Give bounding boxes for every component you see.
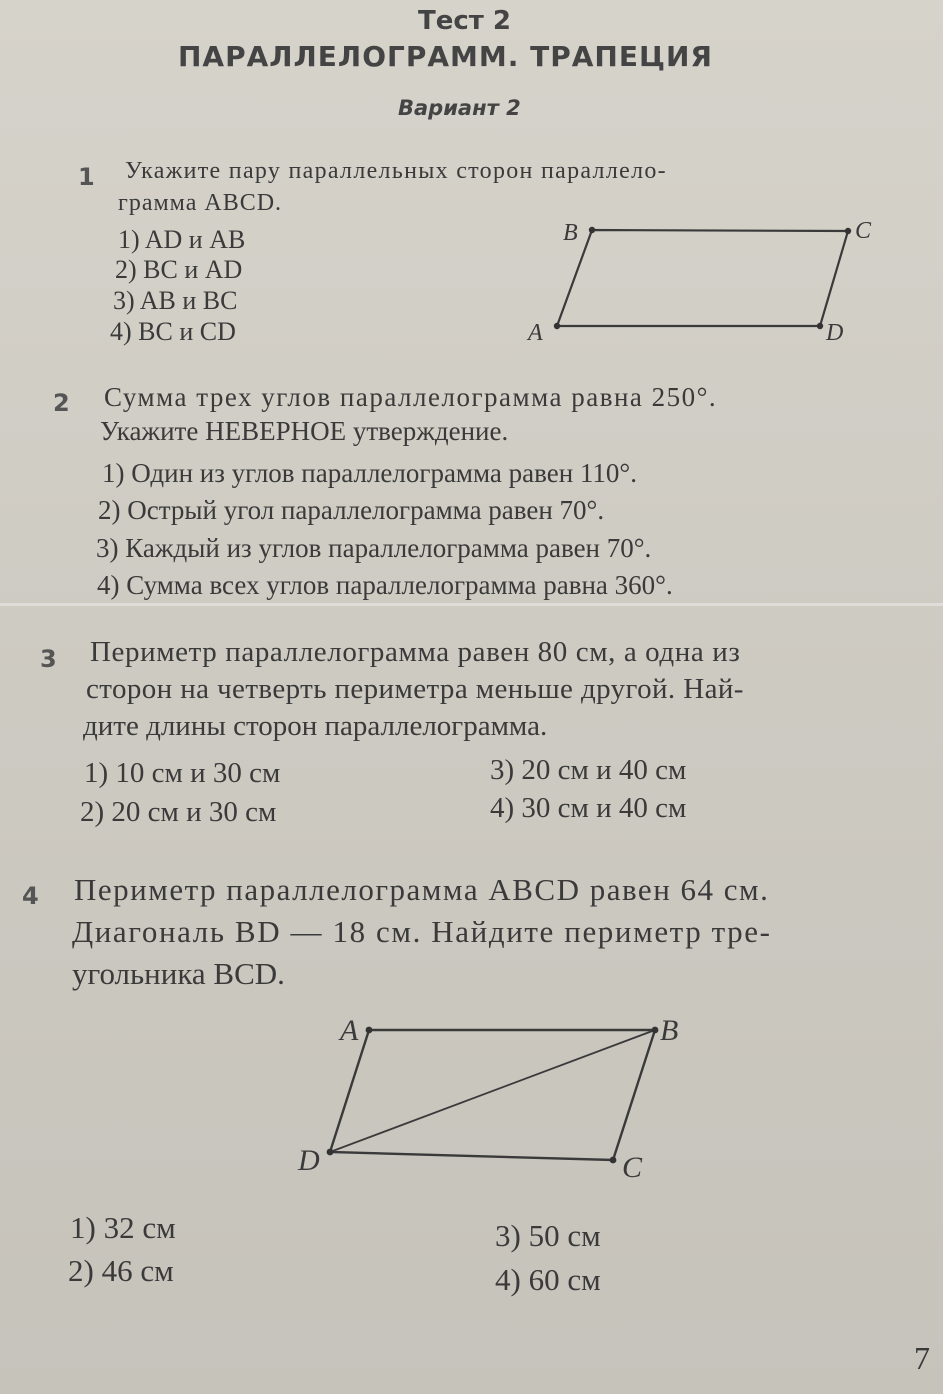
q2-text-line1: Сумма трех углов параллелограмма равна 250°. <box>104 382 718 412</box>
q3-text-line3: дите длины сторон параллелограмма. <box>83 710 548 742</box>
q1-label-a: A <box>528 320 543 346</box>
q1-option-3: 3) AB и BC <box>113 286 238 315</box>
q4-option-3: 3) 50 см <box>495 1218 601 1253</box>
q1-number: 1 <box>78 163 95 191</box>
page-number: 7 <box>914 1340 930 1376</box>
q1-text-line2: грамма ABCD. <box>118 190 283 216</box>
q1-option-4: 4) BC и CD <box>110 317 236 346</box>
q4-vertex-b <box>652 1027 659 1034</box>
q4-option-4: 4) 60 см <box>495 1262 601 1297</box>
q4-diagonal-bd <box>330 1030 655 1152</box>
q3-number: 3 <box>40 645 57 673</box>
q4-label-a: A <box>340 1014 359 1047</box>
variant-label: Вариант 2 <box>398 96 521 120</box>
q1-option-1: 1) AD и AB <box>118 225 246 254</box>
q4-label-b: B <box>660 1014 679 1047</box>
q1-option-2: 2) BC и AD <box>115 255 243 284</box>
q4-option-2: 2) 46 см <box>68 1253 174 1288</box>
q3-option-4: 4) 30 см и 40 см <box>490 792 687 824</box>
q4-text-line3: угольника BCD. <box>72 956 285 991</box>
q1-label-c: C <box>855 218 872 244</box>
q4-vertex-d <box>327 1149 334 1156</box>
q2-option-4: 4) Сумма всех углов параллелограмма равна 360°. <box>97 570 673 600</box>
q4-text-line1: Периметр параллелограмма ABCD равен 64 см. <box>74 872 770 907</box>
q4-parallelogram <box>330 1030 655 1160</box>
q2-option-3: 3) Каждый из углов параллелограмма равен 70°. <box>96 533 652 563</box>
test-title: ПАРАЛЛЕЛОГРАММ. ТРАПЕЦИЯ <box>178 40 713 73</box>
q1-text-line1: Укажите пару параллельных сторон параллело- <box>125 158 667 184</box>
q2-option-1: 1) Один из углов параллелограмма равен 110°. <box>102 458 637 488</box>
q4-label-c: C <box>622 1151 643 1184</box>
q2-option-2: 2) Острый угол параллелограмма равен 70°. <box>98 495 605 525</box>
q4-vertex-c <box>610 1157 617 1164</box>
q3-option-1: 1) 10 см и 30 см <box>84 757 281 789</box>
q3-text-line1: Периметр параллелограмма равен 80 см, а одна из <box>90 636 741 668</box>
q3-text-line2: сторон на четверть периметра меньше другой. Най- <box>86 673 744 705</box>
q1-label-d: D <box>826 320 844 346</box>
q2-text-line2: Укажите НЕВЕРНОЕ утверждение. <box>100 416 509 446</box>
test-label: Тест 2 <box>418 6 511 36</box>
q4-option-1: 1) 32 см <box>70 1210 176 1245</box>
q3-option-2: 2) 20 см и 30 см <box>80 796 277 828</box>
q2-number: 2 <box>53 389 70 417</box>
q4-vertex-a <box>366 1027 373 1034</box>
q3-option-3: 3) 20 см и 40 см <box>490 754 687 786</box>
q1-label-b: B <box>563 220 578 246</box>
q4-number: 4 <box>22 882 39 910</box>
q4-label-d: D <box>298 1144 320 1177</box>
q4-text-line2: Диагональ BD — 18 см. Найдите периметр тре- <box>72 914 772 949</box>
